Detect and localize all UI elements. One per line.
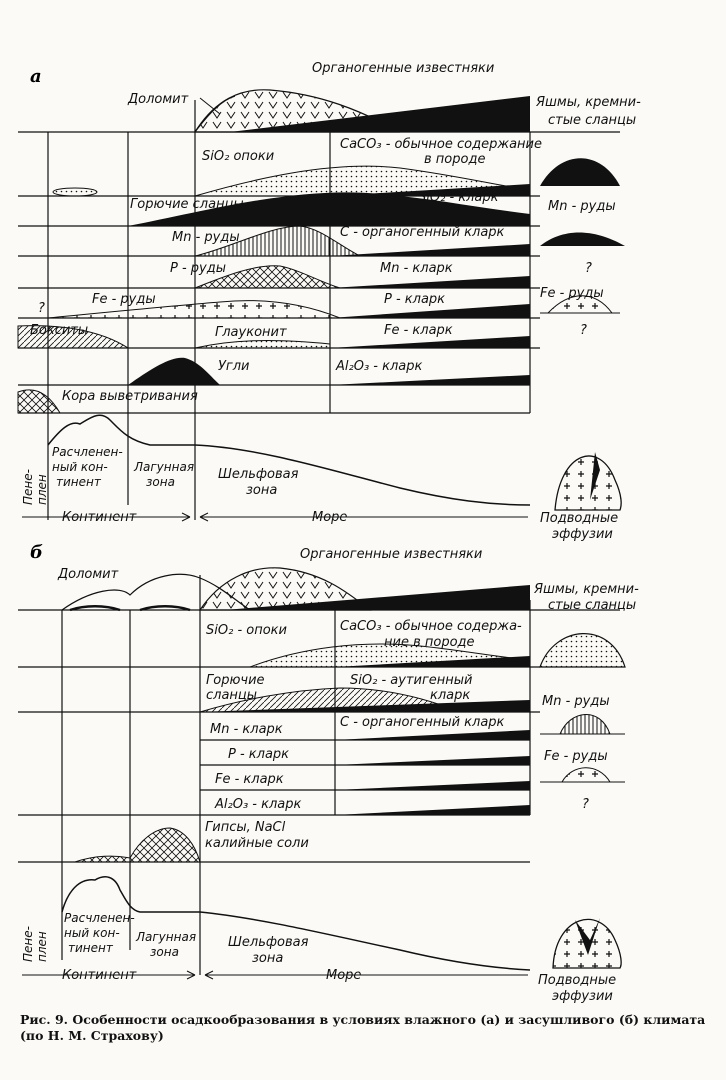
gypsum-label-b-1: Гипсы, NaCl <box>205 820 286 835</box>
submarine-label-a-2: эффузии <box>552 527 613 542</box>
sea-arrow-a <box>200 513 528 521</box>
dissected-label-a-2: ный кон- <box>52 460 108 474</box>
fe-clark-label-a: Fe - кларк <box>384 323 453 338</box>
peneplain-label-b-1: Пене- <box>21 926 35 962</box>
dissected-label-b-1: Расчленен- <box>64 911 135 925</box>
sio2-auth-label-b-1: SiO₂ - аутигенный <box>350 673 473 688</box>
fe-clark-label-b: Fe - кларк <box>215 772 284 787</box>
caco3-label-b-1: CaCO₃ - обычное содержа- <box>340 619 522 634</box>
org-limestones-label-b: Органогенные известняки <box>300 547 483 562</box>
sio2-opoki-label-a: SiO₂ опоки <box>202 149 275 164</box>
glauconite-a <box>195 341 330 348</box>
lagoon-label-a-1: Лагунная <box>134 460 195 474</box>
lagoon-label-b-2: зона <box>150 945 179 959</box>
shelf-label-a-1: Шельфовая <box>218 467 299 482</box>
continent-label-a: Континент <box>62 510 137 525</box>
caco3-label-a-1: CaCO₃ - обычное содержание <box>340 137 542 152</box>
sio2-auth-label-b-2: кларк <box>430 688 471 703</box>
fe-ores-right-label-a: Fe - руды <box>540 286 604 301</box>
mn-clark-label-b: Mn - кларк <box>210 722 283 737</box>
question-label-a-1: ? <box>585 261 592 276</box>
mn-ores-right-a <box>540 232 625 246</box>
oil-shale-label-b-1: Горючие <box>206 673 265 688</box>
mn-ores-right-label-a: Mn - руды <box>548 199 616 214</box>
fe-ores-right-label-b: Fe - руды <box>544 749 608 764</box>
figure-caption: Рис. 9. Особенности осадкообразования в условиях влажного (а) и засушливого (б) климата (по Н. М. Страхову) <box>20 1012 706 1043</box>
question-left-label-a: ? <box>38 301 45 316</box>
dolomite-label-b: Доломит <box>58 567 119 582</box>
dolomite-label-a: Доломит <box>128 92 189 107</box>
lagoon-label-a-2: зона <box>146 475 175 489</box>
org-limestones-label-a: Органогенные известняки <box>312 61 495 76</box>
shelf-label-b-1: Шельфовая <box>228 935 309 950</box>
fe-ores-right-b <box>562 768 610 782</box>
submarine-effusion-a <box>555 456 621 510</box>
fe-clark-wedge-b <box>335 781 530 790</box>
peneplain-label-a-1: Пене- <box>21 469 35 505</box>
panel-a <box>18 61 641 542</box>
jasper-label-b-2: стые сланцы <box>548 598 637 613</box>
fe-ores-label-a: Fe - руды <box>92 292 156 307</box>
al2o3-wedge-b <box>335 805 530 815</box>
gypsum-label-b-2: калийные соли <box>205 836 309 851</box>
jasper-label-a-1: Яшмы, кремни- <box>536 95 641 110</box>
mn-clark-label-a: Mn - кларк <box>380 261 453 276</box>
shelf-label-b-2: зона <box>252 951 284 966</box>
weathering-crust-label-a: Кора выветривания <box>62 389 198 404</box>
c-org-wedge-b <box>335 730 530 740</box>
mn-ores-right-b <box>560 714 610 734</box>
sea-label-a: Море <box>312 510 348 525</box>
glauconite-label-a: Глауконит <box>215 325 287 340</box>
mn-clark-wedge-a <box>330 276 530 288</box>
jasper-label-a-2: стые сланцы <box>548 113 637 128</box>
peneplain-label-b-2: плен <box>35 931 49 962</box>
sio2-clark-label-a: SiO₂ - кларк <box>418 190 499 205</box>
jasper-label-b-1: Яшмы, кремни- <box>534 582 639 597</box>
coals-label-a: Угли <box>218 359 250 374</box>
dissected-label-a-1: Расчленен- <box>52 445 123 459</box>
p-clark-wedge-b <box>335 756 530 765</box>
c-org-wedge-a <box>330 244 530 256</box>
mn-ores-label-a: Mn - руды <box>172 230 240 245</box>
p-clark-label-b: P - кларк <box>228 747 290 762</box>
weathering-crust-a <box>18 390 60 413</box>
p-ores-label-a: P - руды <box>170 261 226 276</box>
dissected-label-b-3: тинент <box>68 941 113 955</box>
coals-a <box>128 358 220 385</box>
submarine-label-a-1: Подводные <box>540 511 619 526</box>
oil-shale-label-b-2: сланцы <box>206 688 258 703</box>
sea-arrow-b <box>205 971 528 979</box>
oil-shale-label-a: Горючие сланцы <box>130 197 244 212</box>
c-org-clark-label-a: C - органогенный кларк <box>340 225 505 240</box>
panel-b <box>18 542 639 1004</box>
sea-label-b: Море <box>326 968 362 983</box>
jasper-dome-a <box>540 158 620 186</box>
question-label-b: ? <box>582 797 589 812</box>
al2o3-wedge-a <box>330 375 530 385</box>
question-label-a-2: ? <box>580 323 587 338</box>
jasper-dome-b <box>540 634 625 667</box>
relief-profile-a <box>48 415 530 505</box>
lagoon-label-b-1: Лагунная <box>136 930 197 944</box>
c-org-clark-label-b: C - органогенный кларк <box>340 715 505 730</box>
p-clark-label-a: P - кларк <box>384 292 446 307</box>
panel-a-letter: а <box>30 66 42 87</box>
shelf-label-a-2: зона <box>246 483 278 498</box>
dissected-label-a-3: тинент <box>56 475 101 489</box>
caco3-label-a-2: в породе <box>424 152 486 167</box>
continent-label-b: Континент <box>62 968 137 983</box>
al2o3-clark-label-a: Al₂O₃ - кларк <box>336 359 423 374</box>
al2o3-clark-label-b: Al₂O₃ - кларк <box>215 797 302 812</box>
dissected-label-b-2: ный кон- <box>64 926 120 940</box>
bauxites-label-a: Бокситы <box>30 323 89 338</box>
peneplain-label-a-2: плен <box>35 474 49 505</box>
panel-b-letter: б <box>30 542 43 563</box>
caco3-label-b-2: ние в породе <box>384 635 475 650</box>
submarine-label-b-1: Подводные <box>538 973 617 988</box>
mn-ores-right-label-b: Mn - руды <box>542 694 610 709</box>
evaporites-b <box>75 828 200 862</box>
sio2-opoki-label-b: SiO₂ - опоки <box>206 623 287 638</box>
submarine-label-b-2: эффузии <box>552 989 613 1004</box>
small-lens-a <box>53 188 97 196</box>
